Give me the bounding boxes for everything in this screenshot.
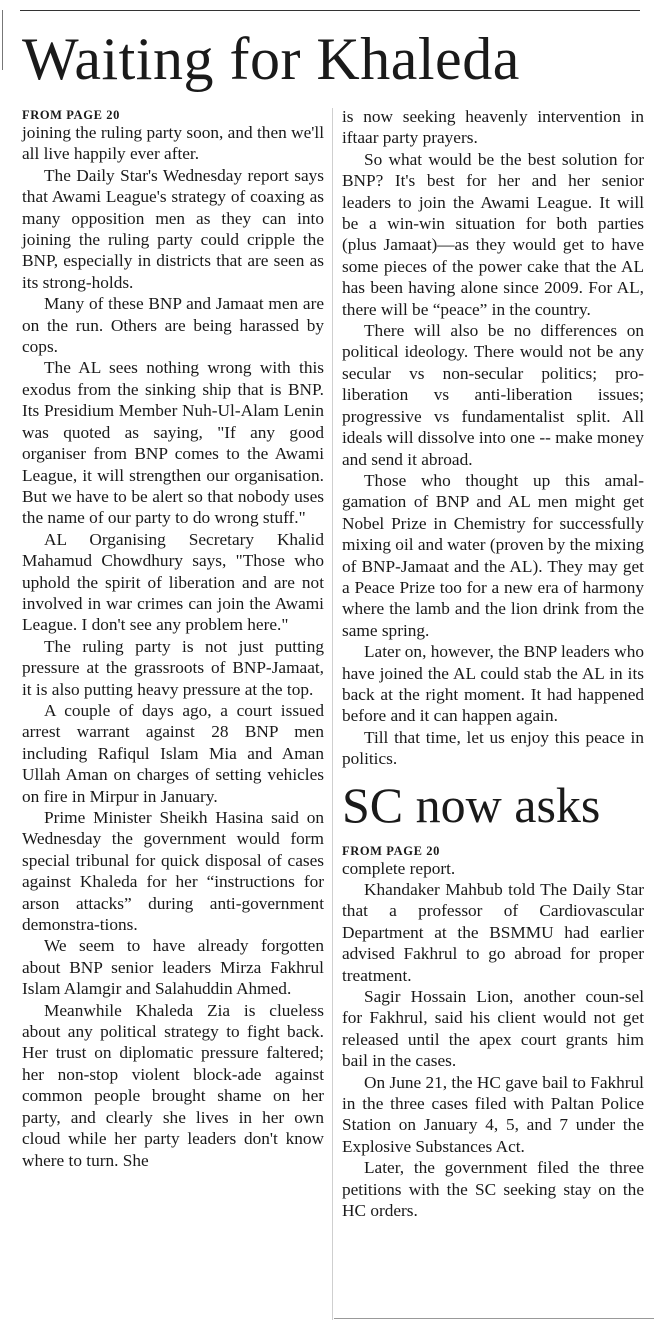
bottom-rule xyxy=(334,1318,654,1319)
second-headline: SC now asks xyxy=(342,776,601,833)
paragraph: Later, the government filed the three petitions with the SC seeking stay on the HC orders. xyxy=(342,1158,644,1221)
from-page-label: FROM PAGE 20 xyxy=(22,108,120,122)
paragraph: So what would be the best solution for BNP? It's best for her and her senior leaders to join the Awami League. It will be a win-win situation for both parties (plus Jamaat)—as they would get to have some pieces of the power cake that the AL has been having alone since 2009. For AL, there will be “peace” in the country. xyxy=(342,149,644,319)
paragraph: is now seeking heavenly intervention in iftaar party prayers. xyxy=(342,107,644,148)
paragraph: Many of these BNP and Jamaat men are on the run. Others are being harassed by cops. xyxy=(22,294,324,357)
paragraph: There will also be no differences on political ideology. There would not be any secular vs non-secular politics; pro-liberation vs anti-liberation issues; progressive vs fundamentalist split. All ideals will dissolve into one -- make money and send it abroad. xyxy=(342,321,644,469)
headline: Waiting for Khaleda xyxy=(22,26,520,92)
paragraph: Sagir Hossain Lion, another coun-sel for Fakhrul, said his client would not get released until the apex court grants him bail in the cases. xyxy=(342,987,644,1071)
paragraph: Khandaker Mahbub told The Daily Star that a professor of Cardiovascular Department at the BSMMU had earlier advised Fakhrul to go abroad for proper treatment. xyxy=(342,880,644,985)
paragraph: We seem to have already forgotten about BNP senior leaders Mirza Fakhrul Islam Alamgir and Salahuddin Ahmed. xyxy=(22,936,324,999)
right-column xyxy=(342,106,644,1222)
paragraph: A couple of days ago, a court issued arrest warrant against 28 BNP men including Rafiqul Islam Mia and Aman Ullah Aman on charges of setting vehicles on fire in Mirpur in January. xyxy=(22,700,324,806)
paragraph: The Daily Star's Wednesday report says that Awami League's strategy of coaxing as many opposition men as they can into joining the ruling party could cripple the BNP, especially in districts that are seen as its strong-holds. xyxy=(22,165,324,292)
from-page-label: FROM PAGE 20 xyxy=(342,843,440,858)
paragraph: complete report. xyxy=(342,858,456,878)
top-rule xyxy=(20,10,640,11)
paragraph: joining the ruling party soon, and then we'll all live happily ever after. xyxy=(22,123,324,164)
left-edge-rule xyxy=(2,10,3,70)
left-column xyxy=(22,106,324,1171)
paragraph: Meanwhile Khaleda Zia is clueless about any political strategy to fight back. Her trust on diplomatic pressure faltered; her non-stop violent block-ade against common people brought shame on her party, and clearly she lives in her own cloud while her party leaders don't know where to turn. She xyxy=(22,1000,324,1170)
paragraph: Those who thought up this amal-gamation of BNP and AL men might get Nobel Prize in Chemistry for successfully mixing oil and water (proven by the mixing of BNP-Jamaat and the AL). They may get a Peace Prize too for a new era of harmony where the lamb and the lion drink from the same spring. xyxy=(342,470,644,640)
paragraph: AL Organising Secretary Khalid Mahamud Chowdhury says, "Those who uphold the spirit of liberation and are not involved in war crimes can join the Awami League. I don't see any problem here." xyxy=(22,529,324,635)
paragraph: Prime Minister Sheikh Hasina said on Wednesday the government would form special tribunal for quick disposal of cases against Khaleda for her “instructions for arson attacks” during anti-government demonstra-tions. xyxy=(22,808,324,935)
column-divider xyxy=(332,108,333,1320)
paragraph: The AL sees nothing wrong with this exodus from the sinking ship that is BNP. Its Presidium Member Nuh-Ul-Alam Lenin was quoted as saying, "If any good organiser from BNP comes to the Awami League, it will strengthen our organisation. But we have to be alert so that nobody uses the name of our party to do wrong stuff." xyxy=(22,358,324,528)
paragraph: The ruling party is not just putting pressure at the grassroots of BNP-Jamaat, it is also putting heavy pressure at the top. xyxy=(22,636,324,699)
paragraph: Till that time, let us enjoy this peace in politics. xyxy=(342,727,644,769)
paragraph: On June 21, the HC gave bail to Fakhrul in the three cases filed with Paltan Police Station on January 4, 5, and 7 under the Explosive Substances Act. xyxy=(342,1072,644,1156)
paragraph: Later on, however, the BNP leaders who have joined the AL could stab the AL in its back at the right moment. It had happened before and it can happen again. xyxy=(342,642,644,726)
